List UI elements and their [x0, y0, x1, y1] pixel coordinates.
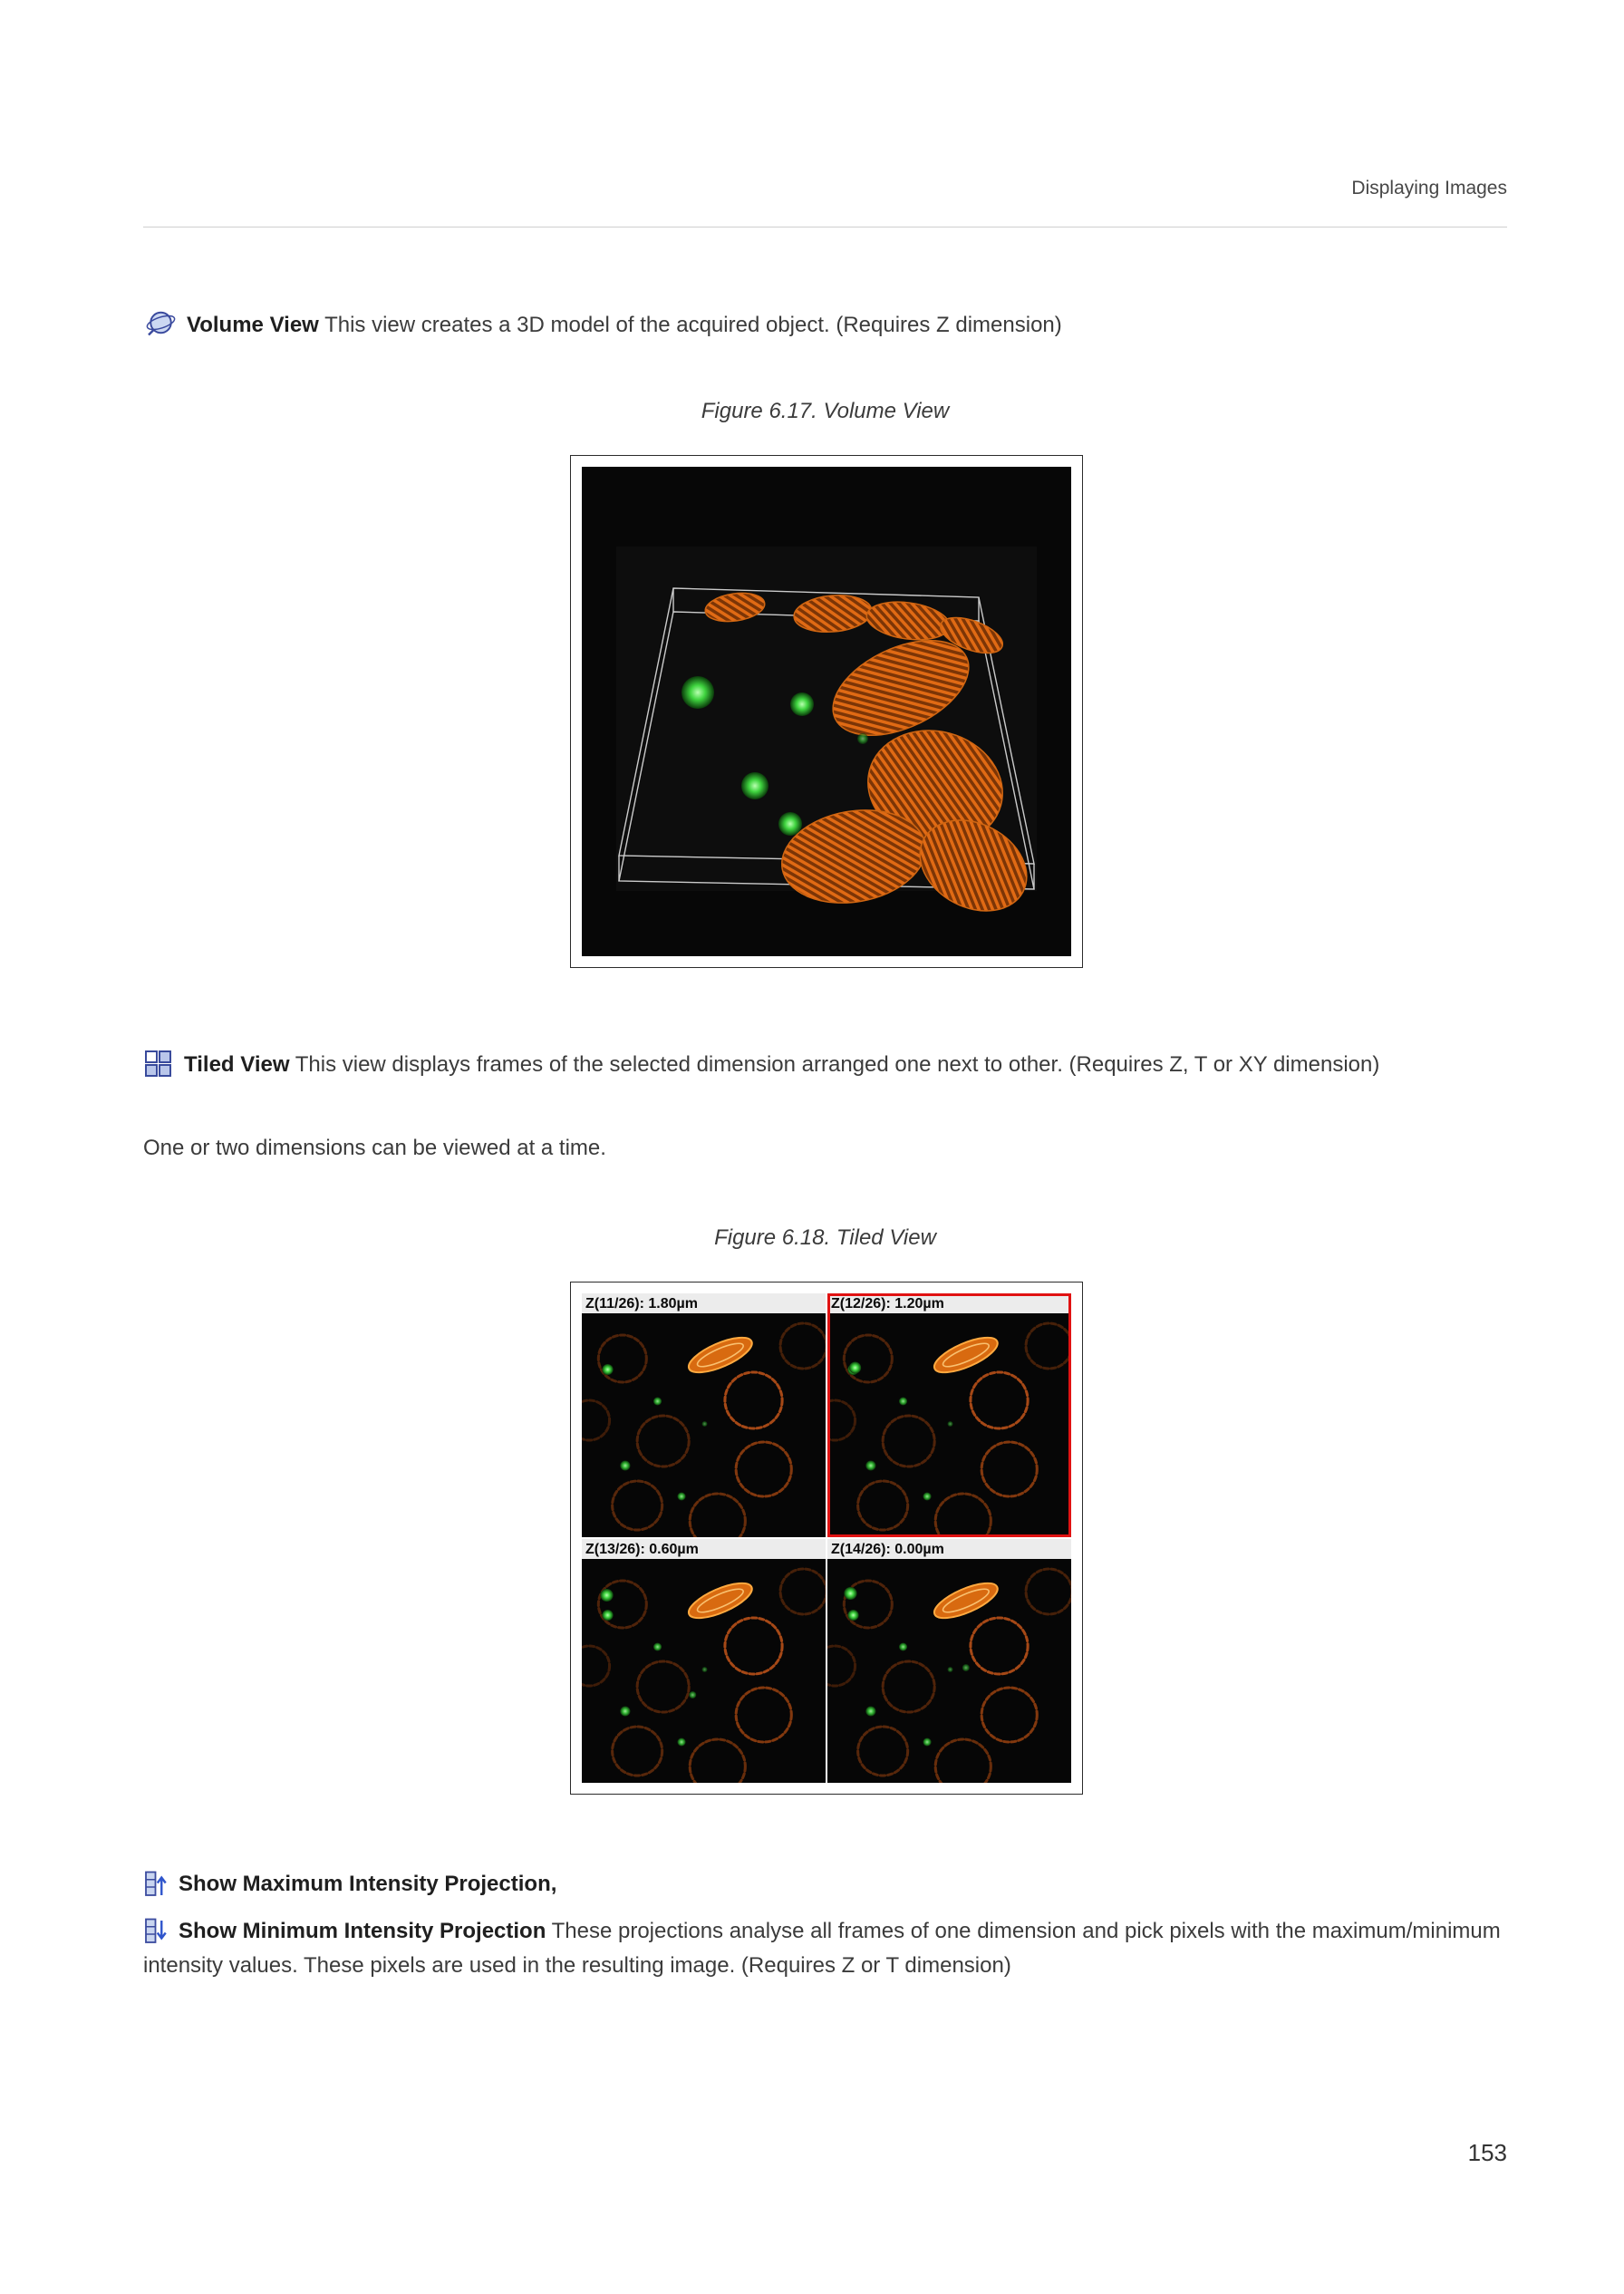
tile-header-label: Z(11/26): 1.80µm: [582, 1293, 826, 1313]
volume-view-icon: [143, 309, 176, 339]
tile-image: [582, 1313, 826, 1537]
max-projection-label: Show Maximum Intensity Projection,: [179, 1872, 557, 1896]
tiled-view-label: Tiled View: [184, 1052, 290, 1077]
dimensions-note: One or two dimensions can be viewed at a time.: [143, 1136, 606, 1160]
tile-image: [827, 1559, 1071, 1783]
figure-caption-volume: Figure 6.17. Volume View: [701, 399, 950, 423]
volume-view-figure: [570, 455, 1083, 968]
tile-z12-selected: [827, 1293, 1071, 1537]
tile-z13: [582, 1539, 826, 1783]
volume-view-label: Volume View: [187, 313, 319, 337]
volume-view-paragraph: [143, 308, 1507, 343]
tiled-view-paragraph: [143, 1048, 1475, 1082]
max-projection-paragraph: [143, 1867, 1507, 1902]
volume-view-description: This view creates a 3D model of the acquired object. (Requires Z dimension): [318, 313, 1062, 337]
volume-render-image: [582, 467, 1071, 956]
min-projection-paragraph: [143, 1914, 1507, 1983]
tile-header-label: Z(14/26): 0.00µm: [827, 1539, 1071, 1559]
tile-image: [582, 1559, 826, 1783]
min-projection-icon: [143, 1915, 168, 1945]
tile-z11: [582, 1293, 826, 1537]
tiled-view-grid: [582, 1293, 1071, 1783]
max-projection-icon: [143, 1868, 168, 1898]
tile-header-label: Z(12/26): 1.20µm: [827, 1293, 1071, 1313]
min-projection-label: Show Minimum Intensity Projection: [179, 1919, 546, 1943]
running-header: Displaying Images: [1351, 178, 1507, 198]
figure-caption-tiled: Figure 6.18. Tiled View: [714, 1225, 936, 1250]
tile-image: [827, 1313, 1071, 1537]
tile-header-label: Z(13/26): 0.60µm: [582, 1539, 826, 1559]
tiled-view-figure: [570, 1282, 1083, 1795]
page-number: 153: [1467, 2139, 1507, 2166]
min-projection-description: These projections analyse all frames of one dimension and pick pixels with the maximum/minimum intensity values. These pixels are used in the resulting image. (Requires Z or T dimension): [143, 1919, 1501, 1978]
tiled-view-description: This view displays frames of the selected dimension arranged one next to other. (Requires Z, T or XY dimension): [289, 1052, 1380, 1077]
tiled-view-icon: [143, 1049, 173, 1079]
tile-z14: [827, 1539, 1071, 1783]
